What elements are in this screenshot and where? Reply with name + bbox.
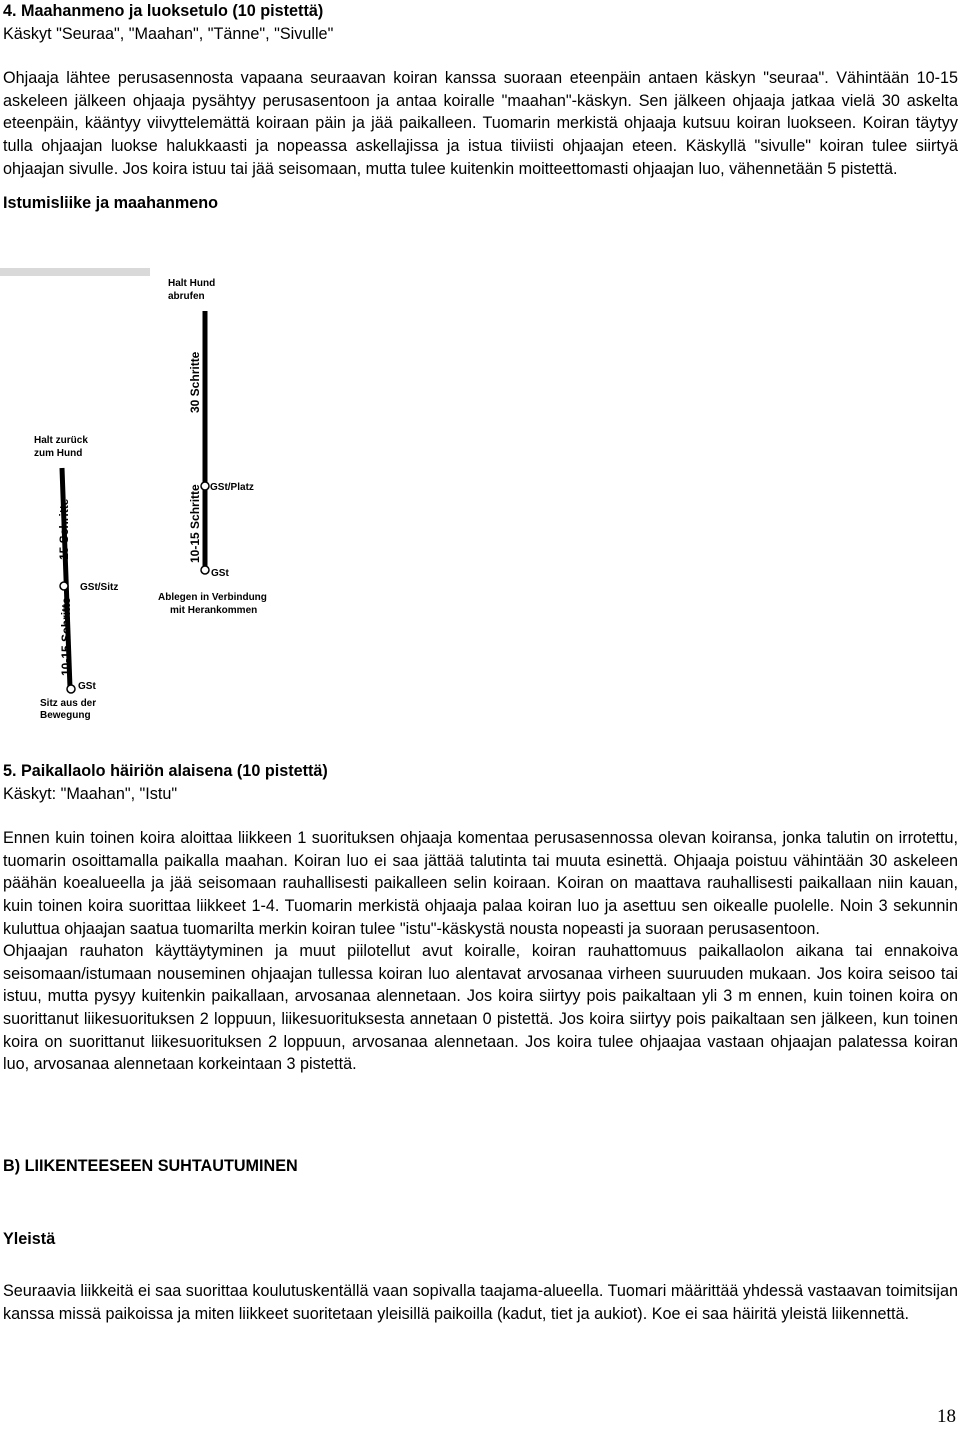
section-b-general [3,1228,958,1251]
section-5-paragraph-2: Ohjaajan rauhaton käyttäytyminen ja muut piilotellut avut koiralle, koiran rauhattomuus paikallaolon aikana tai ennakoiva seisomaan/istumaan nouseminen ohjaajan tullessa koiran luo alentavat arvosanaa virheen suuruuden mukaan. Jos koira seisoo tai istuu, mutta pysyy kuitenkin paikallaan, arvosanaa alennetaan. Jos koira siirtyy pois paikaltaan yli 3 m ennen, kuin toinen koira on suorittanut liikesuorituksen 2 loppuun, liikesuorituksesta annetaan 0 pistettä. Jos koira siirtyy pois paikaltaan sen jälkeen, kun toinen koira on suorittanut liikesuorituksen 2 loppuun, arvosanaa alennetaan. Jos koira tulee ohjaajaa vastaan ohjaajan palatessa koiran luo, arvosanaa alennetaan korkeintaan 3 pistettä. [3,942,958,1074]
right-start-label: GSt [211,568,229,579]
section-4-title: 4. Maahanmeno ja luoksetulo (10 pistettä) [3,2,324,20]
right-top-label-2: abrufen [168,291,205,302]
page-number: 18 [937,1406,956,1427]
section-5 [3,760,958,1076]
right-gst-platz-marker [201,482,209,490]
clipped-header-fragment [0,268,150,276]
left-caption-1: Sitz aus der [40,698,97,709]
left-mid-label: GSt/Sitz [80,582,119,593]
left-start-label: GSt [78,681,96,692]
section-4 [3,0,958,215]
section-b-body-wrap [3,1280,958,1325]
right-gst-marker [201,566,209,574]
section-4-commands: Käskyt "Seuraa", "Maahan", "Tänne", "Sivulle" [3,24,334,43]
section-b-body: Seuraavia liikkeitä ei saa suorittaa koulutuskentällä vaan sopivalla taajama-alueella. Tuomari määrittää yhdessä vastaavan toimitsijan kanssa missä paikoissa ja miten liikkeet suoritetaan yleisillä paikoilla (kadut, tiet ja aukiot). Koe ei saa häiritä yleistä liikennettä. [3,1282,958,1323]
section-b-title: B) LIIKENTEESEEN SUHTAUTUMINEN [3,1157,298,1175]
section-4-body: Ohjaaja lähtee perusasennosta vapaana seuraavan koiran kanssa suoraan eteenpäin antaen käskyn "seuraa". Vähintään 10-15 askeleen jälkeen ohjaaja pysähtyy perusasentoon ja antaa koiralle "maahan"-käskyn. Sen jälkeen ohjaaja jatkaa vielä 30 askelta eteenpäin, kääntyy viivyttelemättä koiraan päin ja jää paikalleen. Tuomarin merkistä ohjaaja kutsuu koiran luokseen. Koiran täytyy tulla ohjaajan luokse halukkaasti ja nopeassa askellajissa ja istua tiiviisti ohjaajan eteen. Käskyllä "sivulle" koiran tulee siirtyä ohjaajan sivulle. Jos koira istuu tai jää seisomaan, mutta tulee kuitenkin moitteettomasti ohjaajan luo, vähennetään 5 pistettä. [3,69,958,178]
left-steps-10-15: 10-15 Schritte [59,597,73,676]
exercise-diagram [0,268,290,726]
left-caption-2: Bewegung [40,710,91,721]
right-top-label-1: Halt Hund [168,278,216,289]
right-caption-1: Ablegen in Verbindung [158,592,267,603]
section-b [3,1155,958,1178]
section-5-title: 5. Paikallaolo häiriön alaisena (10 pistettä) [3,762,328,780]
left-steps-15: 15 Schritte [57,498,71,560]
right-caption-2: mit Herankommen [170,605,258,616]
right-steps-30: 30 Schritte [188,351,202,413]
left-top-label-2: zum Hund [34,448,83,459]
left-top-label-1: Halt zurück [34,435,88,446]
left-gst-sitz-marker [60,582,68,590]
section-5-commands: Käskyt: "Maahan", "Istu" [3,784,178,803]
left-gst-marker [67,685,75,693]
section-5-paragraph-1: Ennen kuin toinen koira aloittaa liikkeen 1 suorituksen ohjaaja komentaa perusasennossa olevan koiransa, jonka talutin on irrotettu, tuomarin osoittamalla paikalla maahan. Koiran luo ei saa jättää talutinta tai muuta esinettä. Ohjaaja poistuu vähintään 30 askeleen päähän koealueella ja jää seisomaan rauhallisesti paikalleen selin koiraan. Koiran on maattava rauhallisesti paikallaan niin kauan, kuin toinen koira suorittaa liikkeet 1-4. Tuomarin merkistä ohjaaja palaa koiran luo ja asettuu sen oikealle puolelle. Noin 3 sekunnin kuluttua ohjaajan saatua tuomarilta merkin koiran tulee "istu"-käskystä nousta nopeasti ja suoraan perusasentoon. [3,829,958,938]
right-mid-label: GSt/Platz [210,482,254,493]
section-b-subheading: Yleistä [3,1230,56,1248]
right-steps-10-15: 10-15 Schritte [188,484,202,563]
diagram-subheading: Istumisliike ja maahanmeno [3,194,219,213]
